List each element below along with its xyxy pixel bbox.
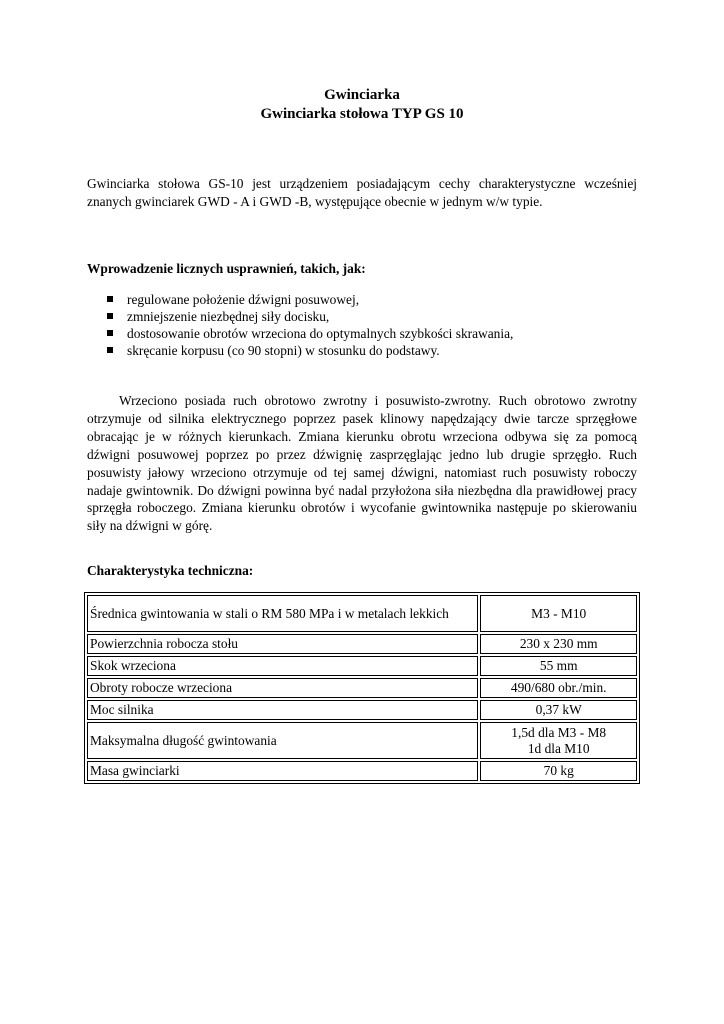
spec-value xyxy=(480,678,637,698)
list-item-text: dostosowanie obrotów wrzeciona do optymalnych szybkości skrawania, xyxy=(127,326,514,341)
specs-heading: Charakterystyka techniczna: xyxy=(87,563,254,578)
spec-label: Średnica gwintowania w stali o RM 580 MPa i w metalach lekkich xyxy=(87,595,478,632)
spec-label: Obroty robocze wrzeciona xyxy=(87,678,478,698)
spec-label: Masa gwinciarki xyxy=(87,761,478,781)
bullet-square-icon xyxy=(107,347,113,353)
list-item xyxy=(105,325,625,342)
description-paragraph: Wrzeciono posiada ruch obrotowo zwrotny i posuwisto-zwrotny. Ruch obrotowo zwrotny otrzymuje od silnika elektrycznego poprzez pasek klinowy napędzający dwie tarcze sprzęgłowe obracając je w różnych kierunkach. Zmiana kierunku obrotu wrzeciona odbywa się za pomocą dźwigni posuwowej poprzez po przez dźwignię zasprzęglając jedno lub drugie sprzęgło. Ruch posuwisty jałowy wrzeciono otrzymuje od tej samej dźwigni, natomiast ruch posuwisty roboczy nadaje gwintownik. Do dźwigni powinna być nadal przyłożona siła niezbędna dla prawidłowej pracy sprzęgła roboczego. Zmiana kierunku obrotów i wycofanie gwintownika następuje po skierowaniu siły na dźwigni w górę. xyxy=(87,393,637,534)
spec-label: Skok wrzeciona xyxy=(87,656,478,676)
improvements-heading: Wprowadzenie licznych usprawnień, takich, jak: xyxy=(87,261,366,276)
spec-value xyxy=(480,722,637,759)
bullet-square-icon xyxy=(107,313,113,319)
bullet-square-icon xyxy=(107,296,113,302)
spec-value xyxy=(480,656,637,676)
intro-paragraph: Gwinciarka stołowa GS-10 jest urządzeniem posiadającym cechy charakterystyczne wcześniej znanych gwinciarek GWD - A i GWD -B, występujące obecnie w jednym w/w typie. xyxy=(87,176,637,209)
spec-value xyxy=(480,700,637,720)
table-row xyxy=(87,656,637,676)
spec-label: Powierzchnia robocza stołu xyxy=(87,634,478,654)
spec-value-line: 70 kg xyxy=(543,763,574,778)
list-item xyxy=(105,342,625,359)
spec-value xyxy=(480,595,637,632)
list-item xyxy=(105,291,625,308)
spec-value xyxy=(480,634,637,654)
title-line-1: Gwinciarka xyxy=(324,87,400,103)
spec-value-line: 1d dla M10 xyxy=(527,740,590,756)
spec-value xyxy=(480,761,637,781)
list-item xyxy=(105,308,625,325)
title-line-2: Gwinciarka stołowa TYP GS 10 xyxy=(260,106,464,122)
list-item-text: regulowane położenie dźwigni posuwowej, xyxy=(127,292,360,307)
bullet-square-icon xyxy=(107,330,113,336)
document-title xyxy=(87,86,637,124)
spec-label: Moc silnika xyxy=(87,700,478,720)
spec-value-line: 1,5d dla M3 - M8 xyxy=(511,724,607,740)
spec-value-line: 0,37 kW xyxy=(535,702,582,717)
specs-table xyxy=(84,592,640,784)
improvements-list xyxy=(105,291,625,359)
table-row xyxy=(87,722,637,759)
spec-value-line: 490/680 obr./min. xyxy=(510,680,607,695)
table-row xyxy=(87,634,637,654)
table-row xyxy=(87,678,637,698)
spec-value-line: M3 - M10 xyxy=(531,605,587,621)
list-item-text: zmniejszenie niezbędnej siły docisku, xyxy=(127,309,330,324)
list-item-text: skręcanie korpusu (co 90 stopni) w stosunku do podstawy. xyxy=(127,343,440,358)
spec-value-line: 230 x 230 mm xyxy=(519,636,598,651)
spec-value-line: 55 mm xyxy=(539,658,578,673)
table-row xyxy=(87,700,637,720)
table-row xyxy=(87,761,637,781)
table-row xyxy=(87,595,637,632)
spec-label: Maksymalna długość gwintowania xyxy=(87,722,478,759)
